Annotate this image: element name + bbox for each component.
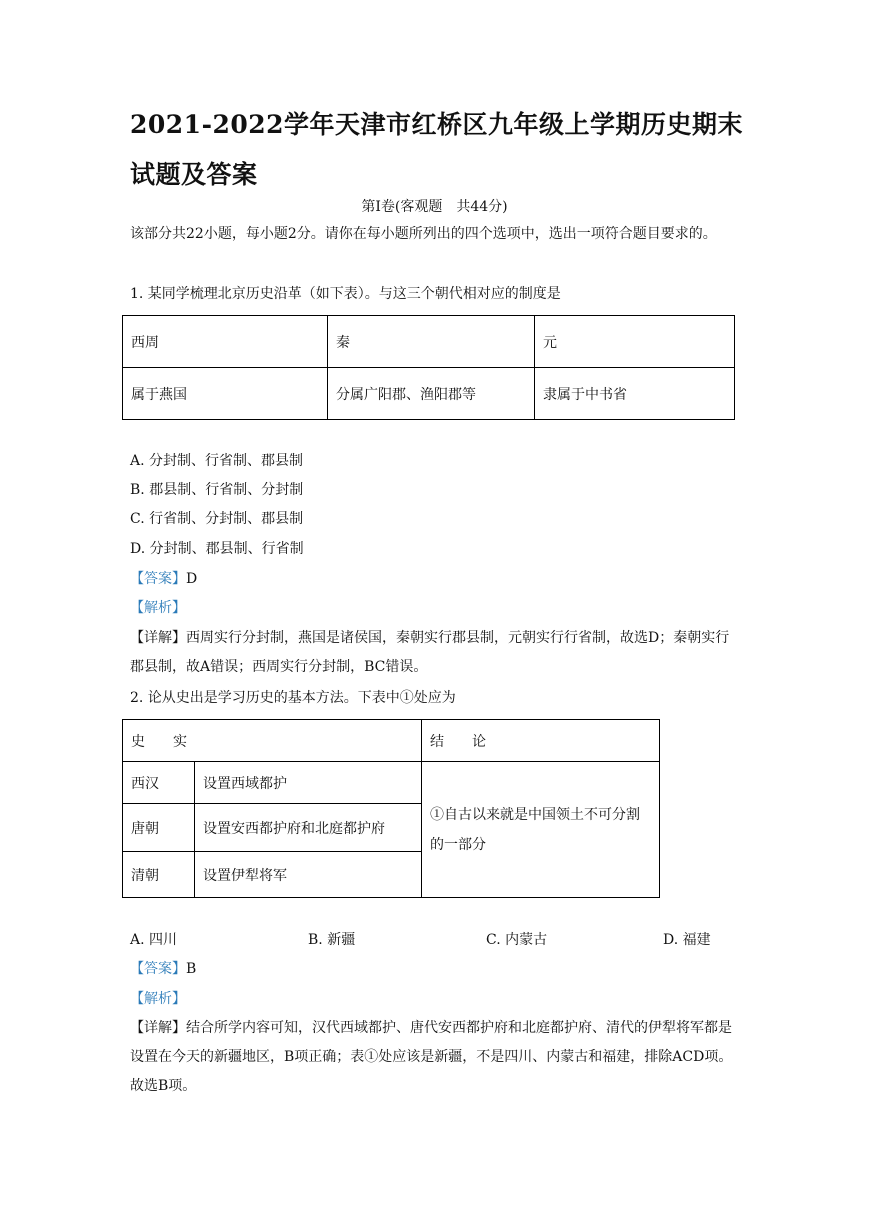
table-cell: 隶属于中书省 bbox=[535, 368, 735, 420]
question-1-table bbox=[122, 315, 735, 420]
detail-text: 结合所学内容可知，汉代西域都护、唐代安西都护府和北庭都护府、清代的伊犁将军都是设置在今天的新疆地区，B项正确；表①处应该是新疆，不是四川、内蒙古和福建，排除ACD项。故选B项。 bbox=[130, 1020, 733, 1094]
question-1-stem: 1. 某同学梳理北京历史沿革（如下表）。与这三个朝代相对应的制度是 bbox=[130, 286, 561, 302]
question-1-option-d: D. 分封制、郡县制、行省制 bbox=[130, 541, 304, 557]
question-2-table bbox=[122, 719, 660, 898]
table-conclusion: ①自古以来就是中国领土不可分割的一部分 bbox=[422, 762, 660, 898]
table-header-facts: 史 实 bbox=[123, 720, 422, 762]
question-2-answer bbox=[130, 959, 196, 979]
table-row bbox=[123, 762, 660, 804]
table-cell: 清朝 bbox=[123, 852, 195, 898]
question-2-option-b: B. 新疆 bbox=[308, 932, 356, 948]
table-row bbox=[123, 720, 660, 762]
question-1-option-a: A. 分封制、行省制、郡县制 bbox=[130, 453, 304, 469]
table-cell: 设置安西都护府和北庭都护府 bbox=[195, 804, 422, 852]
answer-tag: 【答案】 bbox=[130, 961, 186, 977]
table-cell: 西汉 bbox=[123, 762, 195, 804]
answer-tag: 【答案】 bbox=[130, 571, 186, 587]
question-1-detail bbox=[130, 624, 740, 682]
question-2-detail bbox=[130, 1014, 740, 1101]
detail-tag: 【详解】 bbox=[130, 630, 186, 646]
question-1-analysis-tag: 【解析】 bbox=[130, 600, 186, 616]
table-row bbox=[123, 368, 735, 420]
section-heading: 第Ⅰ卷(客观题 共44分) bbox=[361, 199, 508, 215]
question-2-option-c: C. 内蒙古 bbox=[486, 932, 548, 948]
question-2-option-d: D. 福建 bbox=[663, 932, 711, 948]
page-title: 2021-2022学年天津市红桥区九年级上学期历史期末试题及答案 bbox=[130, 110, 744, 189]
question-2-analysis-tag: 【解析】 bbox=[130, 991, 186, 1007]
question-1-option-b: B. 郡县制、行省制、分封制 bbox=[130, 482, 304, 498]
table-row bbox=[123, 316, 735, 368]
question-2-stem: 2. 论从史出是学习历史的基本方法。下表中①处应为 bbox=[130, 690, 456, 706]
detail-tag: 【详解】 bbox=[130, 1020, 186, 1036]
table-cell: 唐朝 bbox=[123, 804, 195, 852]
table-cell: 设置西域都护 bbox=[195, 762, 422, 804]
table-cell: 设置伊犁将军 bbox=[195, 852, 422, 898]
table-cell: 分属广阳郡、渔阳郡等 bbox=[328, 368, 535, 420]
table-cell: 属于燕国 bbox=[123, 368, 328, 420]
table-cell: 秦 bbox=[328, 316, 535, 368]
instructions: 该部分共22小题，每小题2分。请你在每小题所列出的四个选项中，选出一项符合题目要求的。 bbox=[130, 226, 717, 242]
detail-text: 西周实行分封制，燕国是诸侯国，秦朝实行郡县制，元朝实行行省制，故选D；秦朝实行郡县制，故A错误；西周实行分封制，BC错误。 bbox=[130, 630, 730, 675]
table-cell: 西周 bbox=[123, 316, 328, 368]
question-1-answer bbox=[130, 569, 197, 589]
question-2-option-a: A. 四川 bbox=[130, 932, 178, 948]
question-1-option-c: C. 行省制、分封制、郡县制 bbox=[130, 511, 304, 527]
table-header-conclusion: 结 论 bbox=[422, 720, 660, 762]
answer-value: B bbox=[186, 961, 197, 977]
table-cell: 元 bbox=[535, 316, 735, 368]
answer-value: D bbox=[186, 571, 198, 587]
